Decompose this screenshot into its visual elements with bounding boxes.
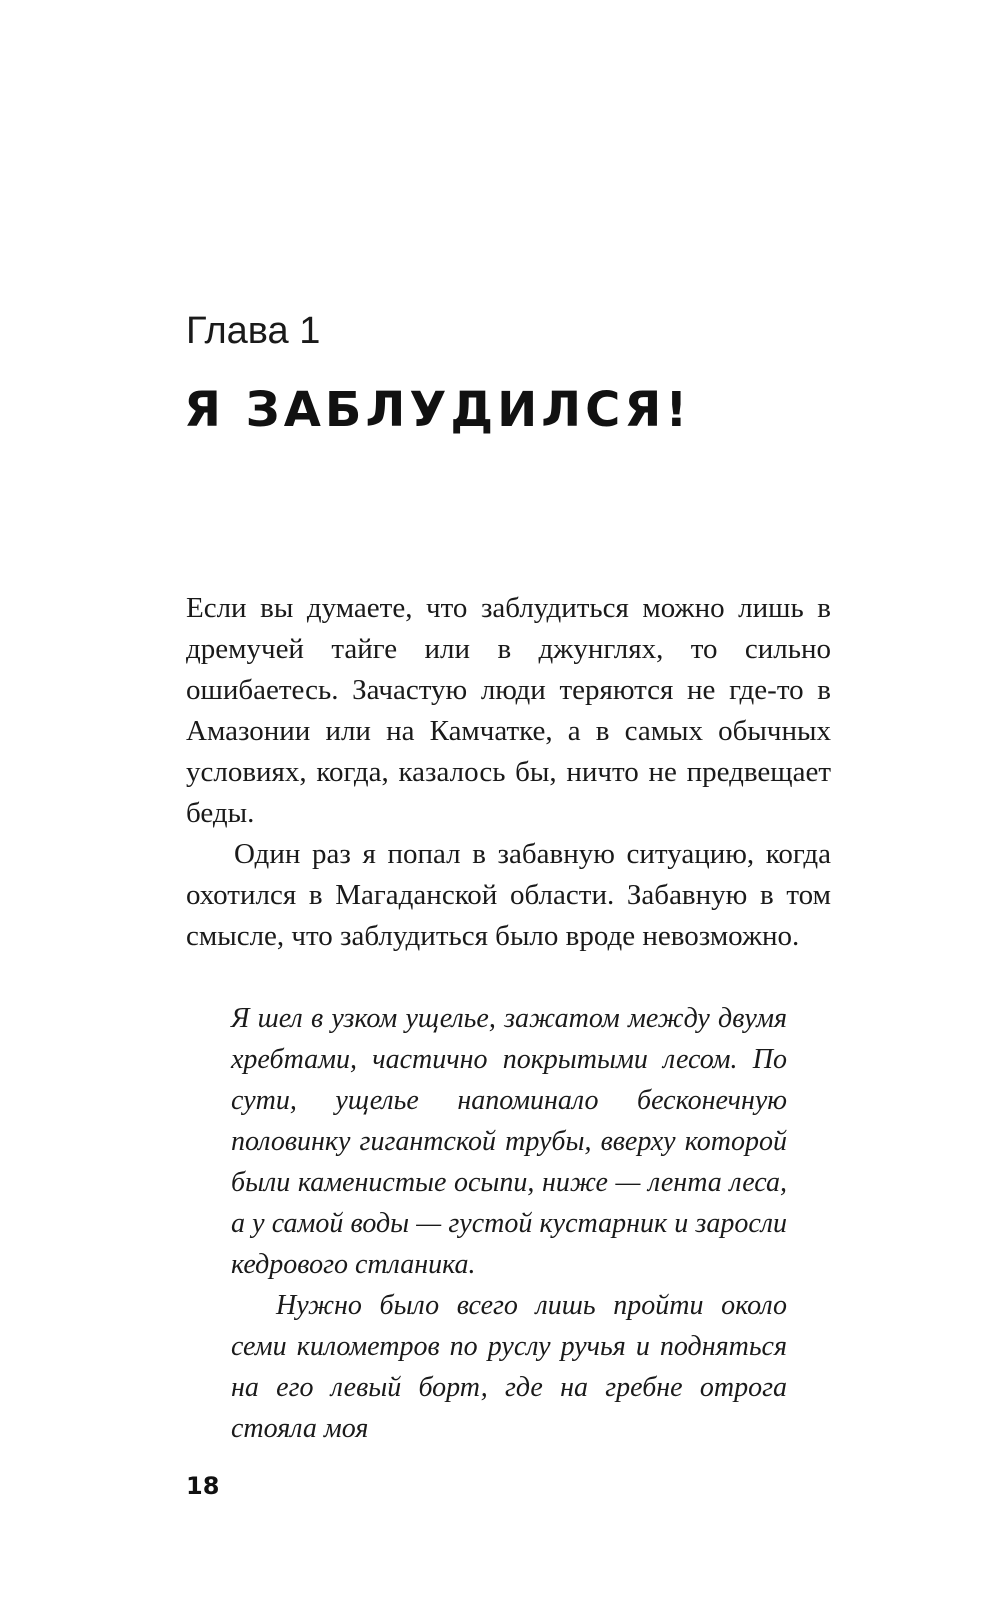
italic-quote-block [231,998,787,1449]
chapter-label: Глава 1 [186,310,321,352]
quote-paragraph: Я шел в узком ущелье, зажатом между двумя хребтами, частично покрытыми лесом. По сути, ущелье напоминало бесконечную половинку гигантской трубы, вверху которой были каменистые осыпи, ниже — лента леса, а у самой воды — густой кустарник и заросли кедрового стланика. [231,1003,787,1280]
body-text [186,588,831,957]
quote-paragraph: Нужно было всего лишь пройти около семи километров по руслу ручья и подняться на его левый борт, где на гребне отрога стояла моя [231,1290,787,1444]
body-paragraph: Если вы думаете, что заблудиться можно лишь в дремучей тайге или в джунглях, то сильно ошибаетесь. Зачастую люди теряются не где-то в Амазонии или на Камчатке, а в самых обычных условиях, когда, казалось бы, ничто не предвещает беды. [186,592,831,829]
body-paragraph: Один раз я попал в забавную ситуацию, когда охотился в Магаданской области. Забавную в том смысле, что заблудиться было вроде невозможно. [186,838,831,952]
page-number: 18 [186,1472,220,1500]
chapter-title: Я ЗАБЛУДИЛСЯ! [184,382,692,438]
